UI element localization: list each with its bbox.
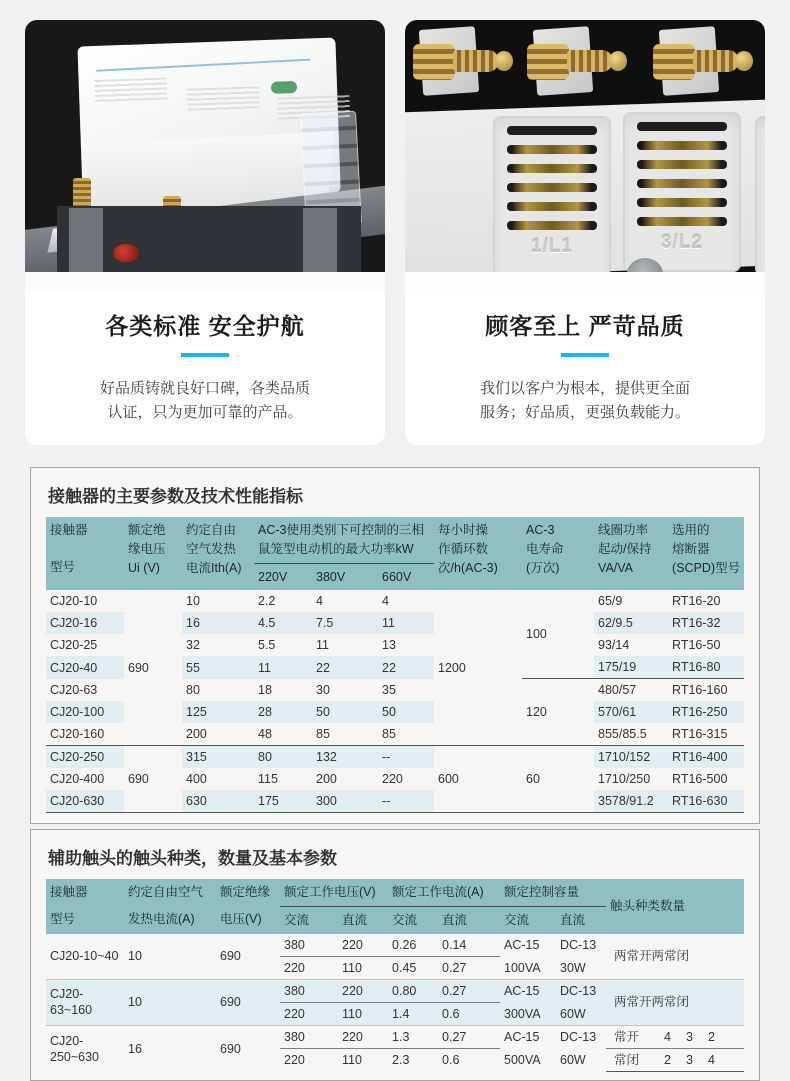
feature-card-standards <box>25 20 385 445</box>
cell-ith: 315 <box>182 746 254 769</box>
cell-fuse: RT16-160 <box>668 679 744 702</box>
cell-fuse: RT16-80 <box>668 656 744 679</box>
table-row <box>46 1025 744 1048</box>
cell-coil: 175/19 <box>594 656 668 679</box>
col-header-380v: 380V <box>312 563 378 590</box>
col-header-current-group: 额定工作电流(A) <box>388 879 500 906</box>
cell-cac: AC-15 <box>504 938 540 952</box>
cell-iac: 0.26 <box>388 934 438 957</box>
vent-slat <box>507 164 597 173</box>
cell-p220: 175 <box>254 790 312 813</box>
cell-p660: 85 <box>382 727 396 742</box>
cell-p660: -- <box>378 790 434 813</box>
cell-iac: 1.4 <box>388 1002 438 1025</box>
terminal-bolt-icon <box>653 24 749 110</box>
bolt-stud <box>693 50 739 72</box>
cell-fuse: RT16-50 <box>672 638 721 653</box>
bolt-cap <box>735 51 753 71</box>
table-header <box>46 879 744 934</box>
vent-slat <box>507 145 597 154</box>
cell-model: CJ20-10~40 <box>50 949 119 964</box>
cell-contact-count: 3 <box>682 1025 704 1048</box>
cell-p220: 48 <box>258 727 272 742</box>
cell-idc: 0.27 <box>438 1025 500 1048</box>
cell-model: CJ20-63 <box>50 683 98 697</box>
bolt-cap <box>495 51 513 71</box>
cell-coil: 3578/91.2 <box>594 790 668 813</box>
cell-p220: 28 <box>254 701 312 723</box>
cell-cdc: DC-13 <box>560 938 597 952</box>
cell-udc: 220 <box>338 1025 388 1048</box>
feature-cards-row <box>0 0 790 445</box>
cell-coil: 93/14 <box>598 638 630 653</box>
cell-coil: 480/57 <box>594 679 668 702</box>
feature-title: 顾客至上 严苛品质 <box>485 313 685 339</box>
feature-description-line: 认证，只为更加可靠的产品。 <box>107 404 303 421</box>
cell-iac: 1.3 <box>388 1025 438 1048</box>
cell-cac: AC-15 <box>500 979 556 1002</box>
vent-grille <box>755 116 765 276</box>
cell-model: CJ20-160 <box>50 727 105 742</box>
cell-model: CJ20-40 <box>46 656 124 679</box>
cell-uac: 220 <box>280 1002 338 1025</box>
terminal-bolt-icon <box>413 24 509 110</box>
feature-description-line: 好品质铸就良好口碑，各类品质 <box>99 380 310 397</box>
col-header-cycles: 每小时操 作循环数 次/h(AC-3) <box>434 517 522 590</box>
cell-life: 60 <box>522 746 594 813</box>
vent-slat <box>637 160 727 169</box>
cell-model: CJ20-630 <box>46 790 124 813</box>
cell-uins: 690 <box>216 1025 280 1071</box>
vent-slat <box>507 183 597 192</box>
cell-fuse: RT16-315 <box>672 727 728 742</box>
table-row <box>46 934 744 957</box>
cell-p380: 7.5 <box>312 612 378 634</box>
cell-life: 120 <box>522 679 594 746</box>
cell-contact-count: 2 <box>704 1025 744 1048</box>
cell-p380: 85 <box>316 727 330 742</box>
aux-contacts-card <box>30 829 760 1081</box>
main-parameters-card <box>30 467 760 824</box>
col-header-dc: 直流 <box>438 907 500 934</box>
cell-coil: 1710/152 <box>594 746 668 769</box>
cell-contact-count: 4 <box>660 1025 682 1048</box>
col-header-capacity-group: 额定控制容量 <box>500 879 606 906</box>
cell-p220: 115 <box>258 772 278 787</box>
vent-slat <box>507 202 597 211</box>
cell-udc: 110 <box>342 960 362 975</box>
base-pillar <box>303 208 337 272</box>
cell-ith: 125 <box>182 701 254 723</box>
cell-p220: 5.5 <box>258 638 276 653</box>
cell-uac: 220 <box>284 960 305 975</box>
cell-ith: 55 <box>182 656 254 679</box>
vent-ridges <box>95 77 168 101</box>
bolt-cap <box>609 51 627 71</box>
brand-logo <box>271 81 297 94</box>
cell-cac: 300VA <box>500 1002 556 1025</box>
contactor-product-photo <box>25 20 385 292</box>
col-header-dc: 直流 <box>556 907 606 934</box>
cell-cdc: 30W <box>560 960 586 975</box>
cell-iac: 2.3 <box>392 1053 410 1067</box>
cell-contact-count: 2 <box>660 1048 682 1071</box>
cell-cdc: 60W <box>560 1052 586 1067</box>
bolt-nut <box>527 44 569 80</box>
cell-idc: 0.6 <box>442 1053 460 1067</box>
vent-slat <box>507 126 597 135</box>
vent-slat <box>637 198 727 207</box>
cell-ith: 10 <box>128 949 142 964</box>
cell-p380: 30 <box>316 683 330 697</box>
cell-uac: 380 <box>280 979 338 1002</box>
cell-p220: 80 <box>254 746 312 769</box>
cell-p220: 11 <box>254 656 312 679</box>
col-header-voltage-group: 额定工作电压(V) <box>280 879 388 906</box>
cell-uac: 380 <box>280 1025 338 1048</box>
cell-p380: 11 <box>316 638 329 653</box>
cell-idc: 0.14 <box>438 934 500 957</box>
main-parameters-table <box>46 517 744 813</box>
cell-udc: 110 <box>338 1002 388 1025</box>
feature-card-quality <box>405 20 765 445</box>
col-header-model: 接触器 型号 <box>46 879 124 934</box>
cell-ith: 16 <box>124 1025 216 1071</box>
col-header-contacts: 触头种类数量 <box>606 879 744 934</box>
cell-p660: 35 <box>382 683 396 697</box>
accent-underline <box>561 353 609 357</box>
cell-fuse: RT16-20 <box>672 594 721 609</box>
cell-p380: 300 <box>312 790 378 813</box>
cell-idc: 0.27 <box>442 960 467 975</box>
cell-fuse: RT16-250 <box>668 701 744 723</box>
cell-iac: 0.80 <box>388 979 438 1002</box>
vent-grille <box>493 116 611 276</box>
cell-uins: 690 <box>220 949 241 964</box>
cell-p660: 220 <box>382 772 403 787</box>
cell-p660: 22 <box>378 656 434 679</box>
table-title: 接触器的主要参数及技术性能指标 <box>48 487 303 506</box>
base-pillar <box>69 208 103 272</box>
col-header-fuse: 选用的 熔断器 (SCPD)型号 <box>668 517 744 590</box>
coil-wire <box>113 244 139 262</box>
cell-fuse: RT16-500 <box>672 772 728 787</box>
bolt-nut <box>653 44 695 80</box>
cell-uac: 380 <box>280 934 338 957</box>
vent-slat <box>637 179 727 188</box>
table-header <box>46 517 744 590</box>
cell-contact-count: 4 <box>704 1048 744 1071</box>
feature-text-block <box>25 292 385 425</box>
cell-cycles: 600 <box>434 746 522 813</box>
cell-p380: 22 <box>312 656 378 679</box>
vent-ridges <box>187 86 260 110</box>
feature-description <box>37 377 373 425</box>
cell-p660: -- <box>378 746 434 769</box>
photo-floor <box>405 272 765 292</box>
cell-ith: 400 <box>186 772 207 787</box>
cell-udc: 110 <box>342 1053 362 1067</box>
cell-iac: 0.45 <box>392 960 417 975</box>
cell-model: CJ20-63~160 <box>46 979 124 1025</box>
col-header-uins: 额定绝缘 电压(V) <box>216 879 280 934</box>
terminal-label: 3/L2 <box>660 232 704 253</box>
terminal-closeup-photo <box>405 20 765 292</box>
cell-p380: 50 <box>312 701 378 723</box>
cell-model: CJ20-400 <box>50 772 105 787</box>
bolt-stud <box>567 50 613 72</box>
cell-contact-kind: 常开 <box>606 1025 660 1048</box>
feature-title: 各类标准 安全护航 <box>105 313 305 339</box>
cell-cdc: DC-13 <box>556 979 606 1002</box>
feature-description-line: 我们以客户为根本，提供更全面 <box>479 380 690 397</box>
cell-ui: 690 <box>124 746 182 813</box>
terminal-bolt-icon <box>527 24 623 110</box>
col-header-dc: 直流 <box>338 907 388 934</box>
cell-coil: 855/85.5 <box>598 727 647 742</box>
cell-model: CJ20-250 <box>46 746 124 769</box>
cell-cac: 500VA <box>504 1052 541 1067</box>
col-header-660v: 660V <box>378 563 434 590</box>
col-header-coil: 线圈功率 起动/保持 VA/VA <box>594 517 668 590</box>
vent-slat <box>637 141 727 150</box>
cell-p660: 50 <box>378 701 434 723</box>
feature-text-block <box>405 292 765 425</box>
table-row <box>46 746 744 769</box>
col-header-life: AC-3 电寿命 (万次) <box>522 517 594 590</box>
cell-idc: 0.6 <box>438 1002 500 1025</box>
cell-ui: 690 <box>128 660 149 675</box>
cell-idc: 0.27 <box>438 979 500 1002</box>
cell-coil: 65/9 <box>598 594 623 609</box>
col-header-220v: 220V <box>254 563 312 590</box>
cell-contact-count: 3 <box>682 1048 704 1071</box>
cell-cycles: 1200 <box>438 660 466 675</box>
cell-coil: 62/9.5 <box>594 612 668 634</box>
cell-fuse: RT16-630 <box>668 790 744 813</box>
cell-cac: AC-15 <box>500 1025 556 1048</box>
col-header-model: 接触器 型号 <box>46 517 124 590</box>
table-row <box>46 590 744 612</box>
cell-ith: 80 <box>186 683 200 697</box>
cell-cdc: 60W <box>556 1002 606 1025</box>
cell-fuse: RT16-400 <box>668 746 744 769</box>
vent-slat <box>637 217 727 226</box>
col-header-ac3-group: AC-3使用类别下可控制的三相 鼠笼型电动机的最大功率kW <box>254 517 434 563</box>
feature-description-line: 服务；好品质，更强负载能力。 <box>479 404 690 421</box>
vent-slat <box>637 122 727 131</box>
col-header-ith: 约定自由 空气发热 电流Ith(A) <box>182 517 254 590</box>
cell-p380: 200 <box>316 772 337 787</box>
col-header-ac: 交流 <box>388 907 438 934</box>
cell-p220: 4.5 <box>254 612 312 634</box>
col-header-ac: 交流 <box>500 907 556 934</box>
cell-ith: 32 <box>186 638 200 653</box>
col-header-ith: 约定自由空气 发热电流(A) <box>124 879 216 934</box>
cell-ith: 16 <box>182 612 254 634</box>
terminal-label: 1/L1 <box>530 236 574 257</box>
vent-slat <box>507 221 597 230</box>
cell-p220: 2.2 <box>258 594 276 609</box>
cell-p660: 4 <box>382 594 389 609</box>
cell-uins: 690 <box>216 979 280 1025</box>
cover-stripe <box>96 59 310 72</box>
feature-description <box>417 377 753 425</box>
col-header-ui: 额定绝 缘电压 Ui (V) <box>124 517 182 590</box>
cell-model: CJ20-16 <box>46 612 124 634</box>
col-header-ac: 交流 <box>280 907 338 934</box>
cell-contacts: 两常开两常闭 <box>606 979 744 1025</box>
cell-p380: 132 <box>312 746 378 769</box>
cell-cdc: DC-13 <box>556 1025 606 1048</box>
cell-life: 100 <box>526 627 547 642</box>
cell-ith: 10 <box>124 979 216 1025</box>
cell-model: CJ20-250~630 <box>46 1025 124 1071</box>
cell-coil: 1710/250 <box>598 772 651 787</box>
photo-floor <box>25 272 385 292</box>
cell-fuse: RT16-32 <box>668 612 744 634</box>
cell-ith: 10 <box>186 594 200 609</box>
cell-udc: 220 <box>338 979 388 1002</box>
bolt-stud <box>453 50 499 72</box>
cell-contact-kind: 常闭 <box>606 1048 660 1071</box>
cell-cac: 100VA <box>504 960 541 975</box>
cell-p220: 18 <box>258 683 272 697</box>
cell-model: CJ20-100 <box>46 701 124 723</box>
cell-p380: 4 <box>316 594 323 609</box>
cell-model: CJ20-25 <box>50 638 98 653</box>
cell-contacts: 两常开两常闭 <box>614 949 690 964</box>
table-row <box>46 979 744 1002</box>
cell-ith: 630 <box>182 790 254 813</box>
table-title: 辅助触头的触头种类，数量及基本参数 <box>48 849 337 869</box>
vent-grille <box>623 112 741 272</box>
cell-model: CJ20-10 <box>50 594 98 609</box>
cell-p660: 11 <box>378 612 434 634</box>
accent-underline <box>181 353 229 357</box>
cell-uac: 220 <box>284 1053 305 1067</box>
cell-udc: 220 <box>338 934 388 957</box>
cell-coil: 570/61 <box>594 701 668 723</box>
cell-p660: 13 <box>382 638 396 653</box>
bolt-nut <box>413 44 455 80</box>
cell-ith: 200 <box>186 727 207 742</box>
aux-contacts-table <box>46 879 744 1072</box>
